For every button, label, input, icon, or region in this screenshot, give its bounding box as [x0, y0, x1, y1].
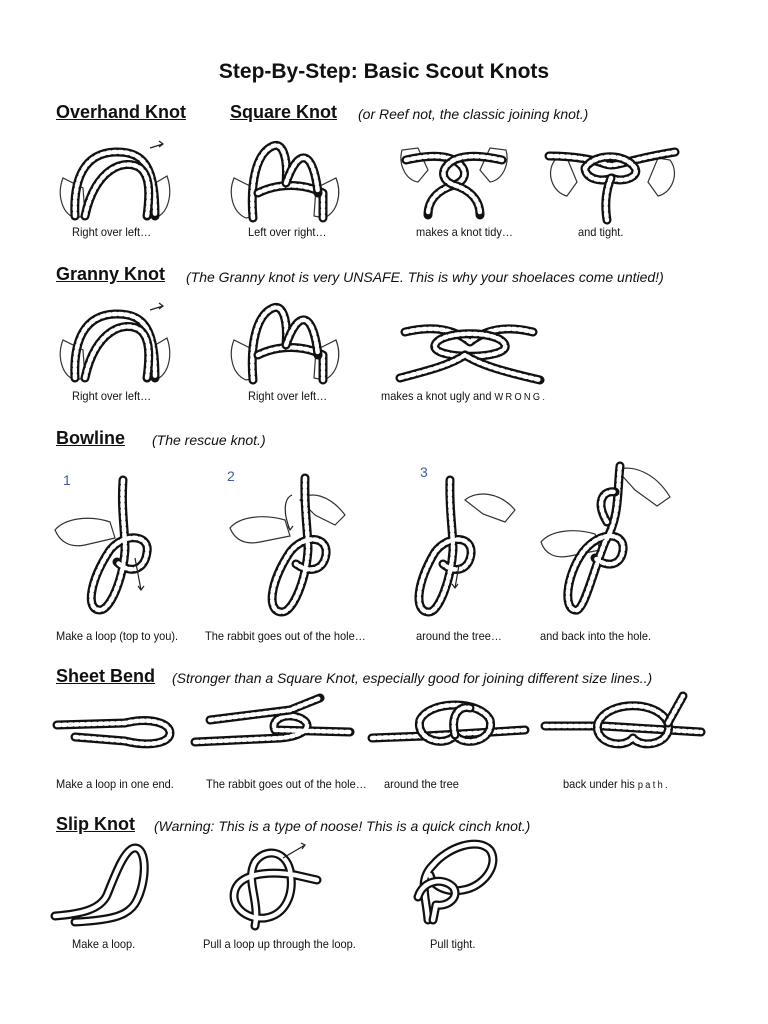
square-knot-note: (or Reef not, the classic joining knot.) [358, 106, 589, 122]
square-knot-caption-2: Left over right… [248, 225, 327, 239]
granny-knot-caption-1: Right over left… [72, 389, 152, 403]
slip-knot-caption-1: Make a loop. [72, 937, 136, 951]
square-knot-caption-3: makes a knot tidy… [416, 225, 513, 239]
bowline-step3-illustration [415, 470, 525, 625]
overhand-knot-heading: Overhand Knot [56, 102, 187, 122]
granny-knot-result-illustration [395, 320, 545, 385]
bowline-step4-illustration [545, 462, 675, 627]
slip-knot-note: (Warning: This is a type of noose! This is a quick cinch knot.) [154, 818, 531, 834]
slip-knot-step2-illustration [225, 840, 320, 932]
bowline-step-number-3: 3 [420, 464, 428, 480]
slip-knot-step3-illustration [408, 835, 498, 925]
slip-knot-caption-2: Pull a loop up through the loop. [203, 937, 356, 951]
square-knot-step3-illustration [398, 140, 510, 220]
slip-knot-heading: Slip Knot [56, 814, 135, 834]
bowline-caption-1: Make a loop (top to you). [56, 629, 179, 643]
bowline-step-number-1: 1 [63, 472, 71, 488]
sheet-bend-step2-illustration [190, 690, 360, 755]
granny-knot-step1-illustration [55, 300, 175, 385]
granny-knot-caption-3-text: makes a knot ugly and [381, 389, 492, 403]
granny-knot-note: (The Granny knot is very UNSAFE. This is why your shoelaces come untied!) [186, 269, 664, 285]
square-knot-step4-illustration [545, 138, 680, 223]
bowline-step-number-2: 2 [227, 468, 235, 484]
sheet-bend-note: (Stronger than a Square Knot, especially good for joining different size lines..) [172, 670, 653, 686]
sheet-bend-step4-illustration [543, 688, 705, 758]
granny-knot-caption-3 [381, 389, 547, 403]
square-knot-caption-1: Right over left… [72, 225, 152, 239]
granny-knot-wrong-emphasis: WRONG. [494, 392, 548, 403]
sheet-bend-caption-2: The rabbit goes out of the hole… [206, 777, 367, 791]
sheet-bend-step1-illustration [55, 695, 180, 755]
bowline-note: (The rescue knot.) [152, 432, 266, 448]
slip-knot-caption-3: Pull tight. [430, 937, 476, 951]
square-knot-heading: Square Knot [230, 102, 338, 122]
bowline-caption-2: The rabbit goes out of the hole… [205, 629, 366, 643]
bowline-heading: Bowline [56, 428, 126, 448]
bowline-caption-4: and back into the hole. [540, 629, 652, 643]
sheet-bend-caption-1: Make a loop in one end. [56, 777, 174, 791]
bowline-caption-3: around the tree… [416, 629, 502, 643]
square-knot-step2-illustration [228, 138, 343, 223]
sheet-bend-caption-3: around the tree [384, 777, 459, 791]
sheet-bend-caption-4-text: back under his [563, 777, 635, 791]
page-title: Step-By-Step: Basic Scout Knots [218, 60, 550, 83]
granny-knot-caption-2: Right over left… [248, 389, 328, 403]
granny-knot-heading: Granny Knot [56, 264, 166, 284]
square-knot-step1-illustration [55, 138, 175, 223]
sheet-bend-caption-4 [563, 777, 670, 791]
bowline-step2-illustration [230, 470, 350, 625]
slip-knot-step1-illustration [55, 840, 155, 930]
sheet-bend-path-emphasis: path. [637, 780, 670, 791]
square-knot-caption-4: and tight. [578, 225, 624, 239]
sheet-bend-step3-illustration [370, 690, 530, 755]
granny-knot-step2-illustration [228, 300, 343, 385]
bowline-step1-illustration [55, 470, 165, 625]
sheet-bend-heading: Sheet Bend [56, 666, 156, 686]
